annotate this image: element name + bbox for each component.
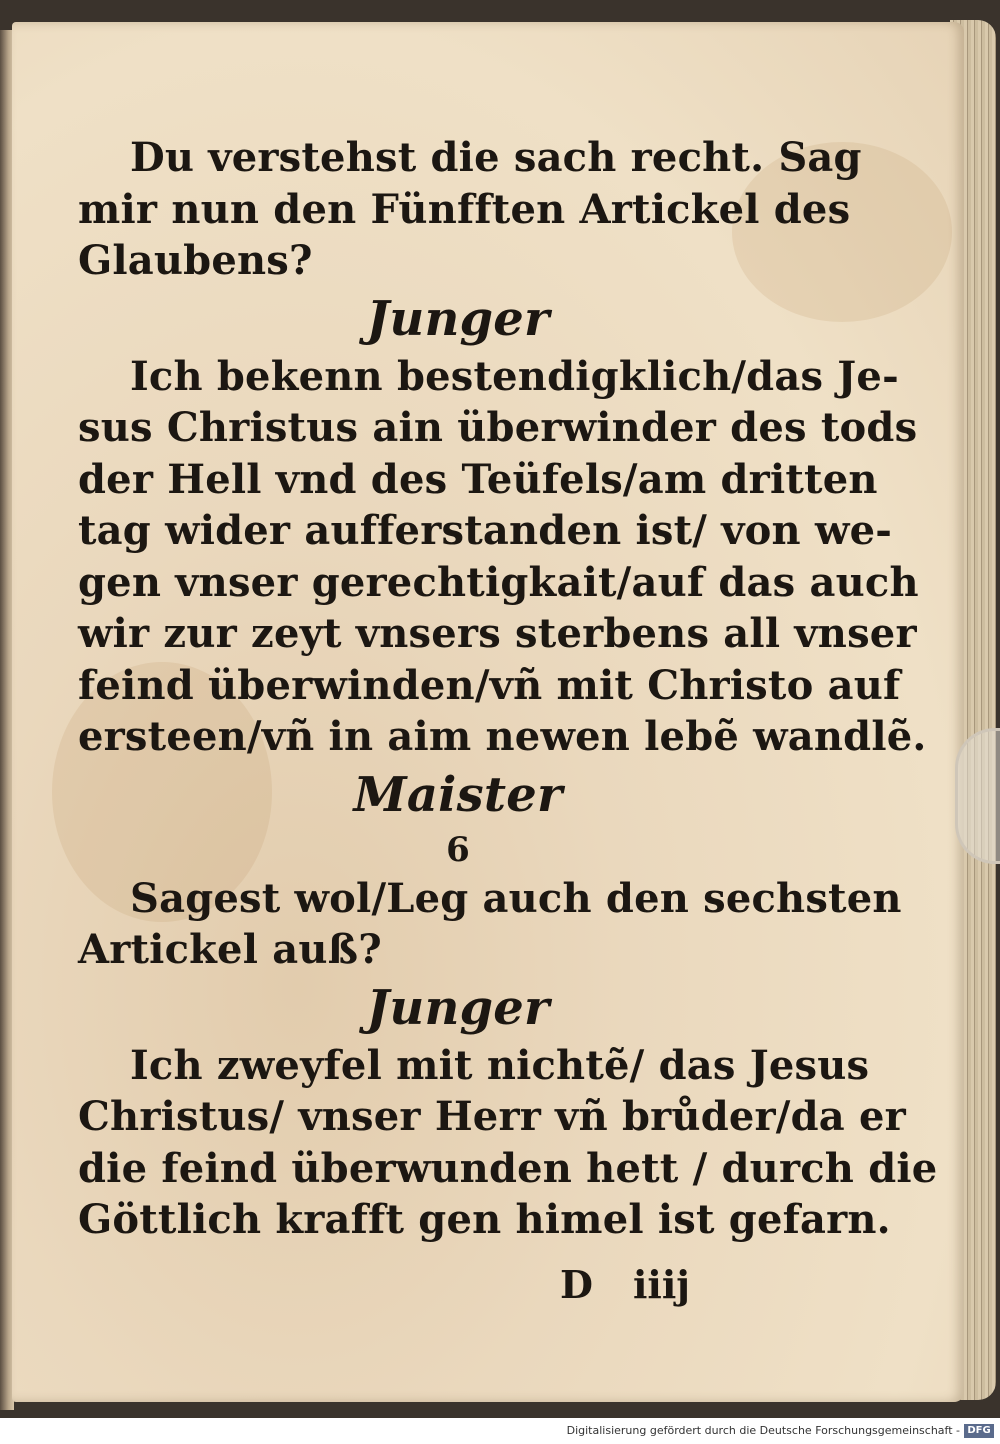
text-line: ersteen/vñ in aim newen lebẽ wandlẽ.: [78, 713, 927, 760]
text-line: mir nun den Fünfften Artickel des: [78, 185, 851, 233]
text-line: Artickel auß?: [78, 926, 382, 973]
signature-mark: [560, 1262, 760, 1307]
speaker-heading: Maister: [353, 766, 563, 823]
text-line: tag wider aufferstanden ist/ von we-: [78, 507, 893, 554]
speaker-heading: Junger: [366, 290, 550, 347]
text-line: der Hell vnd des Teüfels/am dritten: [78, 455, 878, 503]
speaker-heading: Junger: [366, 979, 550, 1036]
text-line: Göttlich krafft gen himel ist gefarn.: [78, 1196, 891, 1243]
signature-letter: D: [560, 1262, 593, 1307]
text-line: Ich bekenn bestendigklich/das Je-: [130, 352, 899, 400]
text-line: Christus/ vnser Herr vñ brůder/da er: [78, 1093, 906, 1140]
text-line: Sagest wol/Leg auch den sechsten: [130, 874, 902, 922]
dfg-logo: DFG: [964, 1424, 994, 1438]
text-line: Du verstehst die sach recht. Sag: [130, 134, 862, 181]
footer-credit: Digitalisierung gefördert durch die Deutsche Forschungsgemeinschaft -: [566, 1424, 960, 1437]
text-line: feind überwinden/vñ mit Christo auf: [78, 661, 901, 709]
text-line: die feind überwunden hett / durch die: [78, 1144, 938, 1192]
signature-numeral: iiij: [632, 1262, 691, 1307]
page-clip: [955, 728, 1000, 864]
text-line: Glaubens?: [78, 237, 313, 284]
text-line: Ich zweyfel mit nichtẽ/ das Jesus: [130, 1041, 870, 1089]
text-line: gen vnser gerechtigkait/auf das auch: [78, 558, 919, 606]
text-line: sus Christus ain überwinder des tods: [78, 404, 918, 451]
text-line: wir zur zeyt vnsers sterbens all vnser: [78, 610, 917, 657]
article-number: 6: [446, 829, 470, 870]
page-text: [78, 132, 938, 1246]
